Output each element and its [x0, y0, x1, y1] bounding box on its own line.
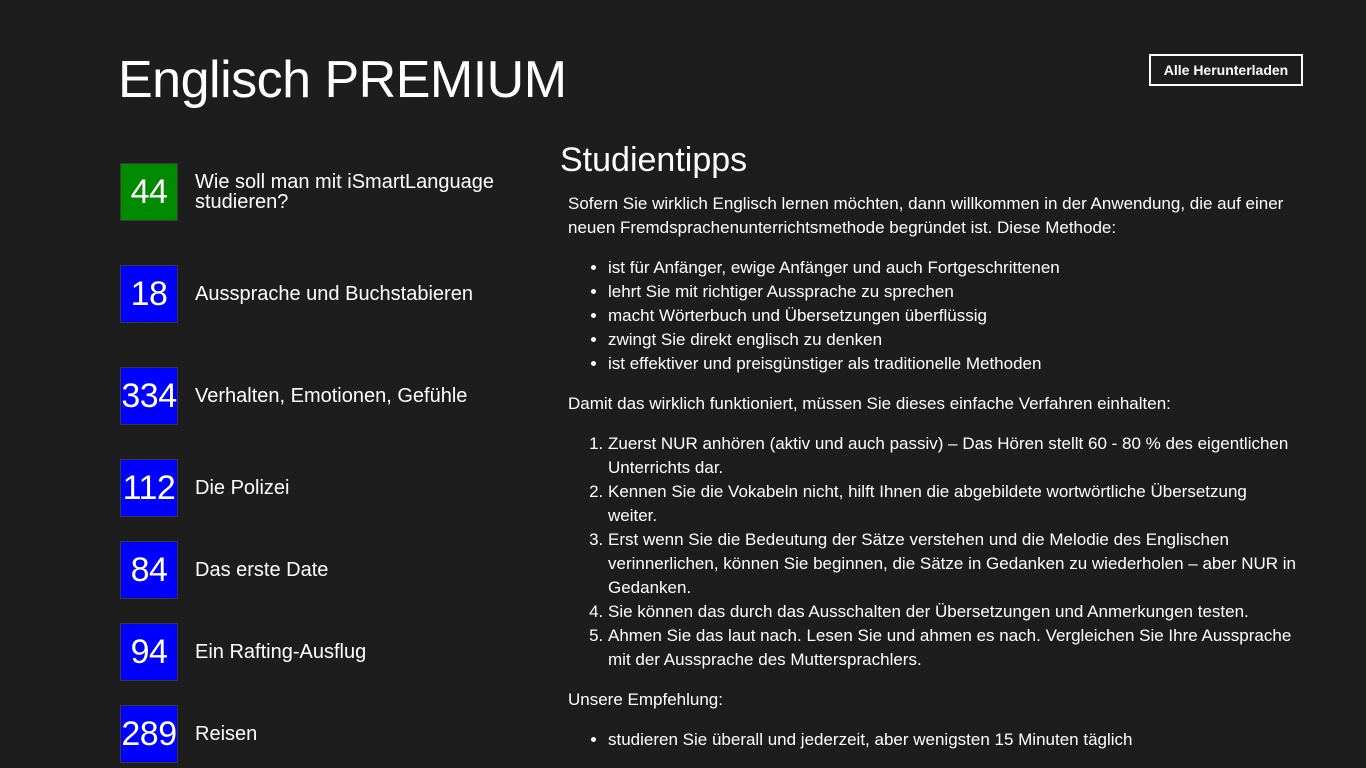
lesson-item[interactable] [120, 365, 520, 427]
lesson-count-tile: 334 [120, 367, 178, 425]
lesson-item[interactable] [120, 161, 520, 223]
lesson-item[interactable] [120, 263, 520, 325]
lesson-title: Ein Rafting-Ausflug [195, 641, 367, 663]
method-points-list [568, 256, 1300, 376]
recommendations-list [568, 728, 1300, 752]
lesson-list [120, 0, 520, 768]
download-all-button[interactable]: Alle Herunterladen [1149, 54, 1303, 86]
list-item: • lehrt Sie mit richtiger Aussprache zu sprechen [608, 280, 1300, 304]
lesson-count-tile: 44 [120, 163, 178, 221]
lesson-title: Die Polizei [195, 477, 290, 499]
list-item: 2. Kennen Sie die Vokabeln nicht, hilft Ihnen die abgebildete wortwörtliche Übersetzung weiter. [608, 480, 1300, 528]
lesson-title: Reisen [195, 723, 258, 745]
app-title: Englisch PREMIUM [118, 51, 567, 109]
study-tips-intro: Sofern Sie wirklich Englisch lernen möchten, dann willkommen in der Anwendung, die auf einer neuen Fremdsprachenunterrichtsmethode begründet ist. Diese Methode: [568, 194, 1284, 237]
list-item: 5. Ahmen Sie das laut nach. Lesen Sie und ahmen es nach. Vergleichen Sie Ihre Aussprache mit der Aussprache des Muttersprachlers. [608, 624, 1300, 672]
lesson-item[interactable] [120, 539, 520, 601]
list-item: • ist für Anfänger, ewige Anfänger und auch Fortgeschrittenen [608, 256, 1300, 280]
list-item: • zwingt Sie direkt englisch zu denken [608, 328, 1300, 352]
recommendation-intro: Unsere Empfehlung: [568, 690, 723, 709]
lesson-count-tile: 94 [120, 623, 178, 681]
lesson-title: Das erste Date [195, 559, 329, 581]
study-tips-heading: Studientipps [560, 141, 748, 179]
lesson-count-tile: 112 [120, 459, 178, 517]
lesson-item[interactable] [120, 457, 520, 519]
list-item: 4. Sie können das durch das Ausschalten der Übersetzungen und Anmerkungen testen. [608, 600, 1300, 624]
lesson-item[interactable] [120, 703, 520, 765]
lesson-count-tile: 84 [120, 541, 178, 599]
lesson-title: Wie soll man mit iSmartLanguage studieren? [195, 171, 495, 213]
procedure-intro: Damit das wirklich funktioniert, müssen Sie dieses einfache Verfahren einhalten: [568, 394, 1171, 413]
lesson-item[interactable] [120, 621, 520, 683]
lesson-title: Aussprache und Buchstabieren [195, 283, 473, 305]
study-tips-panel [560, 138, 1300, 768]
list-item: • studieren Sie überall und jederzeit, aber wenigsten 15 Minuten täglich [608, 728, 1300, 752]
list-item: 3. Erst wenn Sie die Bedeutung der Sätze verstehen und die Melodie des Englischen verinnerlichen, können Sie beginnen, die Sätze in Gedanken zu wiederholen – aber NUR in Gedanken. [608, 528, 1300, 600]
lesson-title: Verhalten, Emotionen, Gefühle [195, 385, 468, 407]
lesson-count-tile: 18 [120, 265, 178, 323]
list-item: • ist effektiver und preisgünstiger als traditionelle Methoden [608, 352, 1300, 376]
list-item: 1. Zuerst NUR anhören (aktiv und auch passiv) – Das Hören stellt 60 - 80 % des eigentlichen Unterrichts dar. [608, 432, 1300, 480]
procedure-steps-list [568, 432, 1300, 672]
lesson-count-tile: 289 [120, 705, 178, 763]
list-item: • macht Wörterbuch und Übersetzungen überflüssig [608, 304, 1300, 328]
